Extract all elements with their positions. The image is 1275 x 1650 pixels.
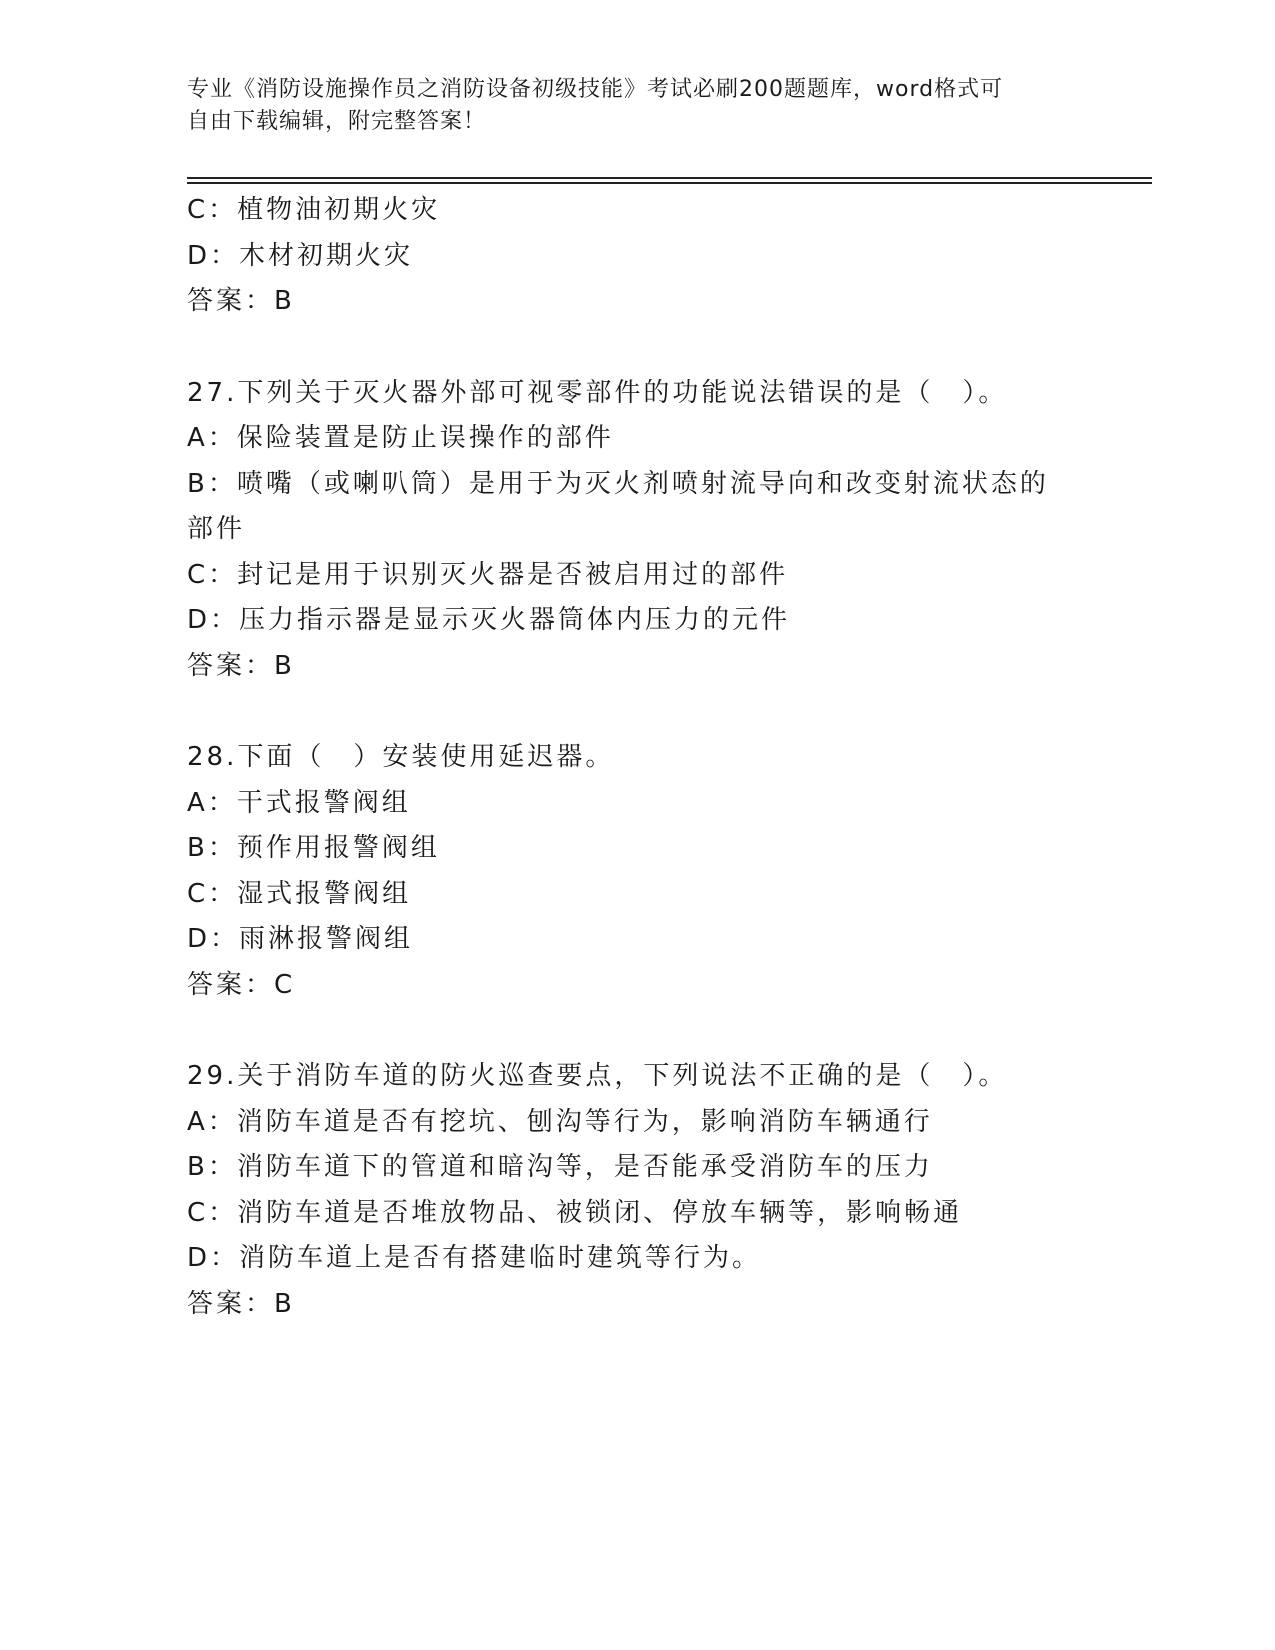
header-line-2: 自由下载编辑，附完整答案！ (187, 109, 487, 134)
answer-line: 答案：B (187, 1288, 295, 1319)
option-a: A：保险装置是防止误操作的部件 (187, 423, 614, 453)
question-stem: 29.关于消防车道的防火巡查要点，下列说法不正确的是（ ）。 (187, 1061, 1008, 1091)
answer-line: 答案：C (187, 969, 296, 1000)
header-divider-bottom (187, 182, 1152, 184)
spacer (187, 689, 1087, 735)
option-d: D：木材初期火灾 (187, 240, 414, 271)
option-b-text: B：喷嘴（或喇叭筒）是用于为灭火剂喷射流导向和改变射流状态的部件 (187, 468, 1049, 544)
answer-line: 答案：B (187, 650, 295, 681)
option-c: C：封记是用于识别灭火器是否被启用过的部件 (187, 559, 789, 590)
question-28 (187, 735, 1087, 1008)
option-a: A：干式报警阀组 (187, 787, 411, 818)
partial-question (187, 188, 1087, 325)
option-c: C：湿式报警阀组 (187, 878, 412, 909)
header-line-1: 专业《消防设施操作员之消防设备初级技能》考试必刷200题题库，word格式可 (187, 77, 1004, 102)
option-d: D：消防车道上是否有搭建临时建筑等行为。 (187, 1243, 762, 1273)
option-b: B：预作用报警阀组 (187, 833, 440, 863)
answer-line: 答案：B (187, 286, 295, 316)
document-header (187, 74, 1067, 138)
option-d: D：雨淋报警阀组 (187, 924, 414, 954)
option-c: C：植物油初期火灾 (187, 195, 441, 225)
question-stem: 27.下列关于灭火器外部可视零部件的功能说法错误的是（ ）。 (187, 377, 1008, 408)
header-divider-top (187, 177, 1152, 179)
question-27 (187, 371, 1087, 690)
question-stem: 28.下面（ ）安装使用延迟器。 (187, 742, 615, 772)
option-c: C：消防车道是否堆放物品、被锁闭、停放车辆等，影响畅通 (187, 1197, 963, 1228)
option-b (187, 462, 1067, 553)
option-a: A：消防车道是否有挖坑、刨沟等行为，影响消防车辆通行 (187, 1106, 933, 1137)
question-29 (187, 1054, 1087, 1327)
spacer (187, 1008, 1087, 1054)
question-list (187, 188, 1087, 1327)
spacer (187, 325, 1087, 371)
option-b: B：消防车道下的管道和暗沟等，是否能承受消防车的压力 (187, 1152, 933, 1182)
option-d: D：压力指示器是显示灭火器筒体内压力的元件 (187, 605, 791, 635)
